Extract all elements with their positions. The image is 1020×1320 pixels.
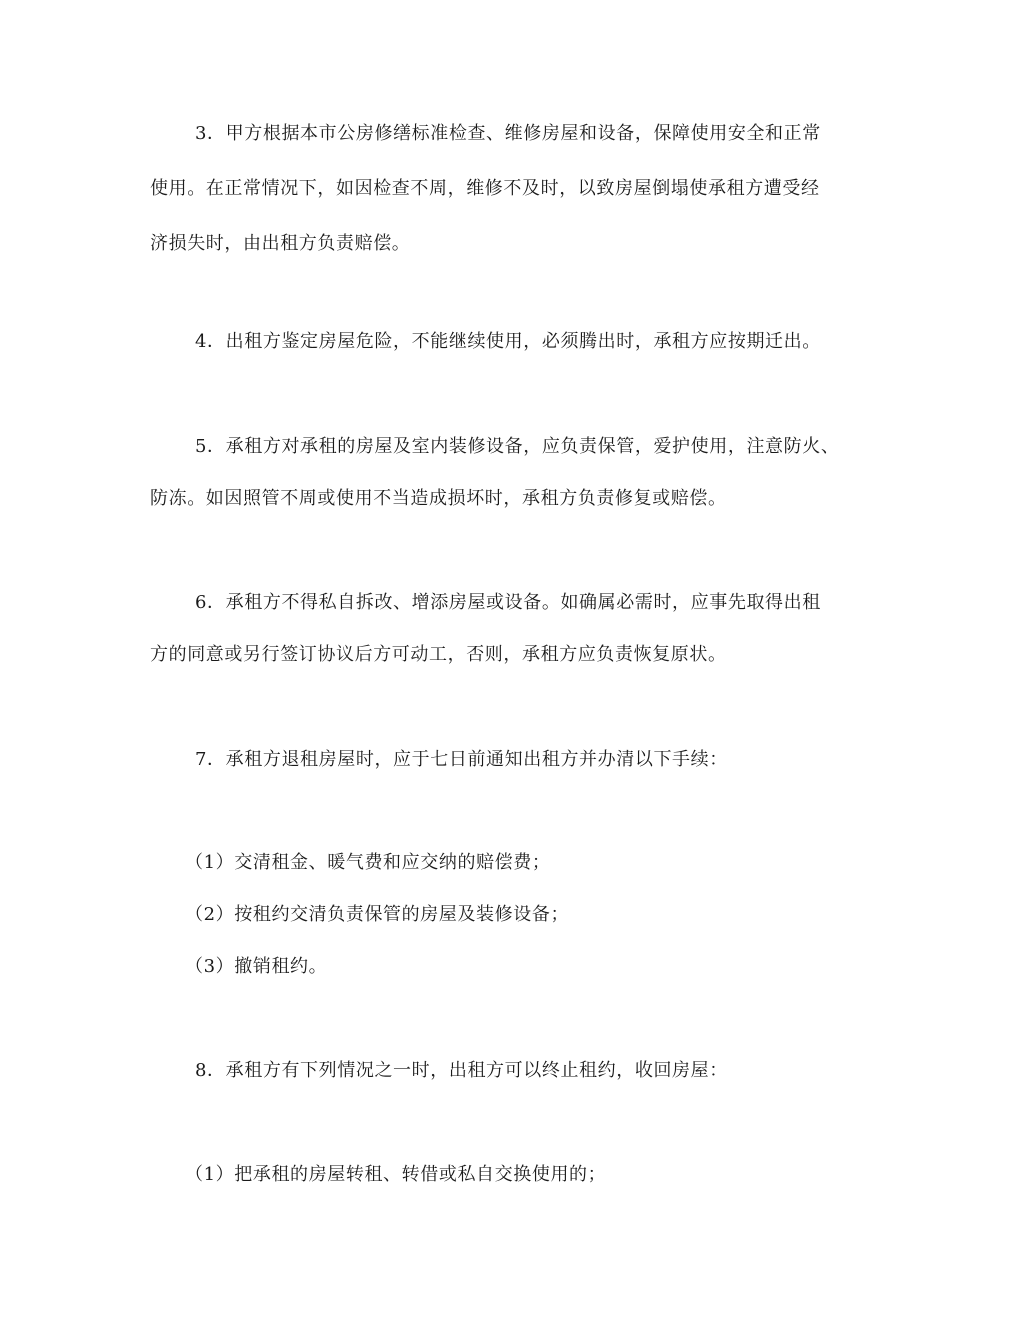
clause-4-line-1: 4．出租方鉴定房屋危险，不能继续使用，必须腾出时，承租方应按期迁出。 bbox=[195, 331, 821, 352]
clause-3-line-3: 济损失时，由出租方负责赔偿。 bbox=[150, 233, 411, 254]
clause-5-line-2: 防冻。如因照管不周或使用不当造成损坏时，承租方负责修复或赔偿。 bbox=[150, 488, 727, 509]
clause-8-line-1: 8．承租方有下列情况之一时，出租方可以终止租约，收回房屋： bbox=[195, 1060, 728, 1081]
clause-7-line-1: 7．承租方退租房屋时，应于七日前通知出租方并办清以下手续： bbox=[195, 749, 728, 770]
clause-5-line-1: 5．承租方对承租的房屋及室内装修设备，应负责保管，爱护使用，注意防火、 bbox=[195, 436, 840, 457]
clause-8-item-1: （1）把承租的房屋转租、转借或私自交换使用的； bbox=[185, 1164, 607, 1185]
clause-7-item-3: （3）撤销租约。 bbox=[185, 956, 328, 977]
clause-3-line-2: 使用。在正常情况下，如因检查不周，维修不及时，以致房屋倒塌使承租方遭受经 bbox=[150, 178, 820, 199]
clause-7-item-2: （2）按租约交清负责保管的房屋及装修设备； bbox=[185, 904, 570, 925]
clause-7-item-1: （1）交清租金、暖气费和应交纳的赔偿费； bbox=[185, 852, 551, 873]
clause-3-line-1: 3．甲方根据本市公房修缮标准检查、维修房屋和设备，保障使用安全和正常 bbox=[195, 123, 821, 144]
clause-6-line-2: 方的同意或另行签订协议后方可动工，否则，承租方应负责恢复原状。 bbox=[150, 644, 727, 665]
clause-6-line-1: 6．承租方不得私自拆改、增添房屋或设备。如确属必需时，应事先取得出租 bbox=[195, 592, 821, 613]
